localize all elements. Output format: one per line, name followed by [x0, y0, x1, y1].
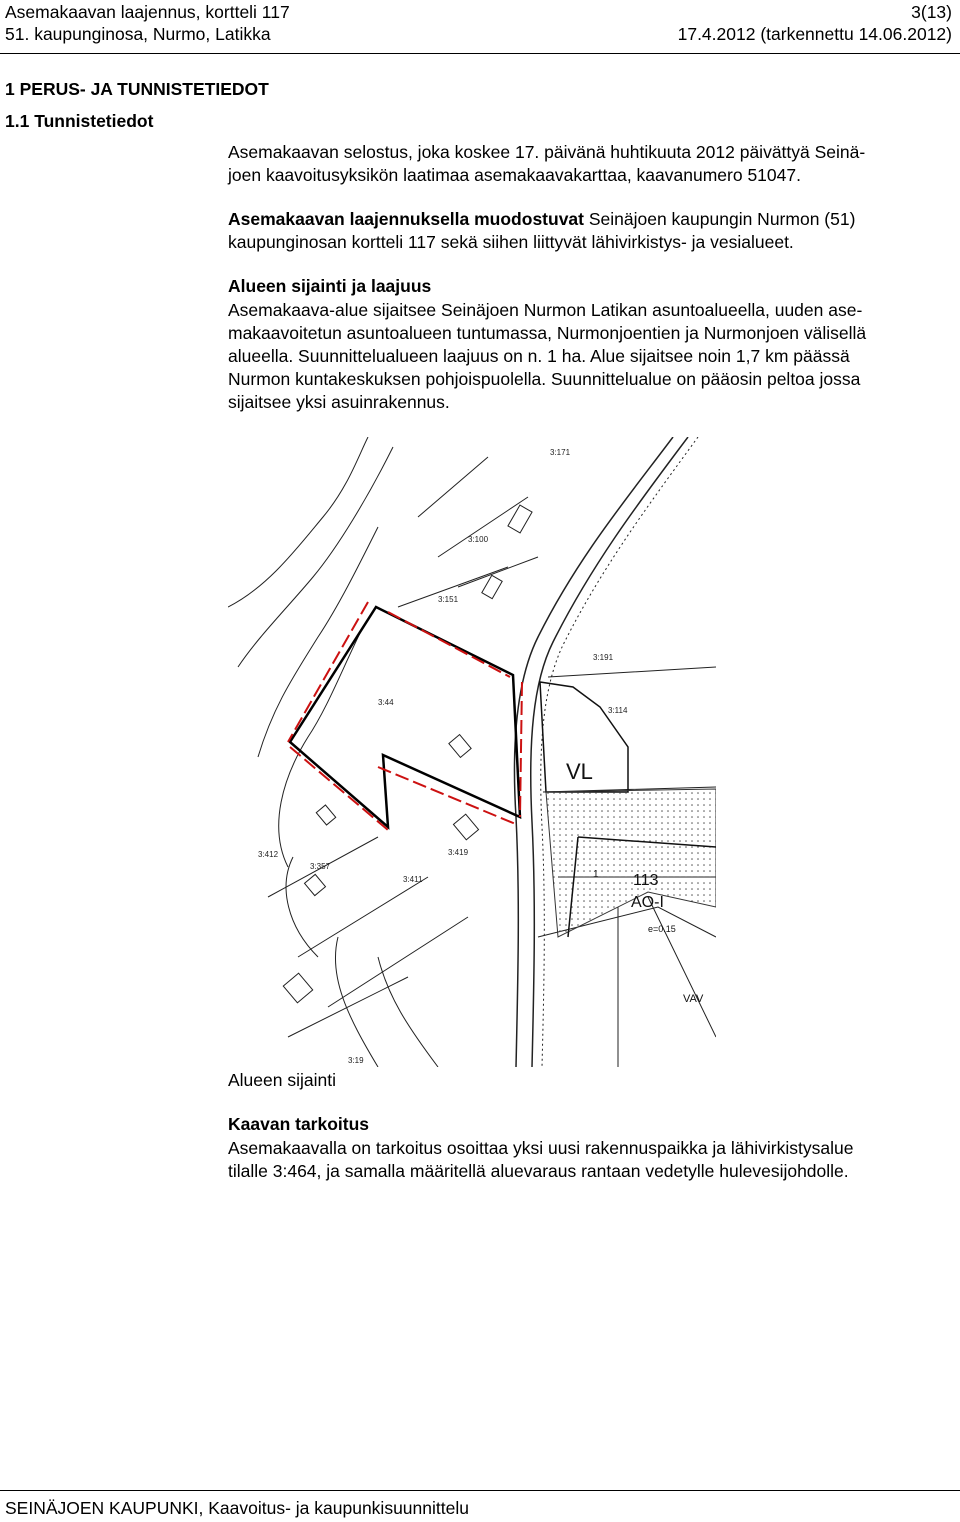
expansion-line-1: [228, 208, 955, 231]
map-label-e: e=0.15: [648, 924, 676, 934]
purpose-heading: Kaavan tarkoitus: [228, 1114, 370, 1134]
document-title: Asemakaavan laajennus, kortteli 117: [5, 2, 290, 22]
map-label-3-114: 3:114: [608, 706, 628, 715]
subsection-heading: 1.1 Tunnistetiedot: [5, 111, 154, 131]
purpose-line-2: tilalle 3:464, ja samalla määritellä aluevaraus rantaan vedetylle hulevesijohdolle.: [228, 1161, 849, 1181]
location-heading: Alueen sijainti ja laajuus: [228, 276, 432, 296]
document-location: 51. kaupunginosa, Nurmo, Latikka: [5, 24, 271, 44]
location-map-drawing: [228, 437, 716, 1067]
footer-organization: SEINÄJOEN KAUPUNKI, Kaavoitus- ja kaupunkisuunnittelu: [5, 1498, 469, 1518]
location-map: [228, 437, 716, 1067]
intro-line-2: joen kaavoitusyksikön laatimaa asemakaavakarttaa, kaavanumero 51047.: [228, 165, 801, 185]
expansion-bold: Asemakaavan laajennuksella muodostuvat: [228, 209, 584, 229]
map-label-3-100: 3:100: [468, 535, 489, 544]
intro-line-1: Asemakaavan selostus, joka koskee 17. päivänä huhtikuuta 2012 päivättyä Seinä-: [228, 142, 866, 162]
map-label-3-412: 3:412: [258, 850, 279, 859]
location-line-3: alueella. Suunnittelualueen laajuus on n. 1 ha. Alue sijaitsee noin 1,7 km päässä: [228, 346, 850, 366]
location-line-5: sijaitsee yksi asuinrakennus.: [228, 392, 450, 412]
map-label-3-19: 3:19: [348, 1056, 364, 1065]
header-divider: [0, 53, 960, 54]
expansion-line-2: kaupunginosan kortteli 117 sekä siihen liittyvät lähivirkistys- ja vesialueet.: [228, 232, 794, 252]
map-label-3-191: 3:191: [593, 653, 614, 662]
map-label-1a: 1: [593, 869, 599, 880]
purpose-line-1: Asemakaavalla on tarkoitus osoittaa yksi uusi rakennuspaikka ja lähivirkistysalue: [228, 1138, 854, 1158]
location-line-4: Nurmon kuntakeskuksen pohjoispuolella. Suunnittelualue on pääosin peltoa jossa: [228, 369, 861, 389]
map-label-vav: VAV: [683, 993, 704, 1005]
map-label-3-411: 3:411: [403, 875, 423, 884]
section-heading: 1 PERUS- JA TUNNISTETIEDOT: [5, 79, 269, 99]
map-label-3-171: 3:171: [550, 448, 571, 457]
location-line-1: Asemakaava-alue sijaitsee Seinäjoen Nurmon Latikan asuntoalueella, uuden ase-: [228, 300, 863, 320]
map-label-ao-i: AO-I: [631, 894, 664, 911]
page-number: 3(13): [911, 2, 952, 22]
map-label-3-357: 3:357: [310, 862, 331, 871]
footer-divider: [0, 1490, 960, 1491]
document-date: 17.4.2012 (tarkennettu 14.06.2012): [677, 24, 952, 44]
map-label-vl: VL: [566, 759, 593, 784]
map-label-3-419: 3:419: [448, 848, 469, 857]
location-line-2: makaavoitetun asuntoalueen tuntumassa, Nurmonjoentien ja Nurmonjoen välisellä: [228, 323, 867, 343]
map-label-113: 113: [633, 872, 659, 889]
map-label-3-151: 3:151: [438, 595, 459, 604]
map-caption: Alueen sijainti: [228, 1070, 336, 1090]
expansion-rest: Seinäjoen kaupungin Nurmon (51): [583, 209, 856, 229]
map-label-3-44: 3:44: [378, 698, 394, 707]
